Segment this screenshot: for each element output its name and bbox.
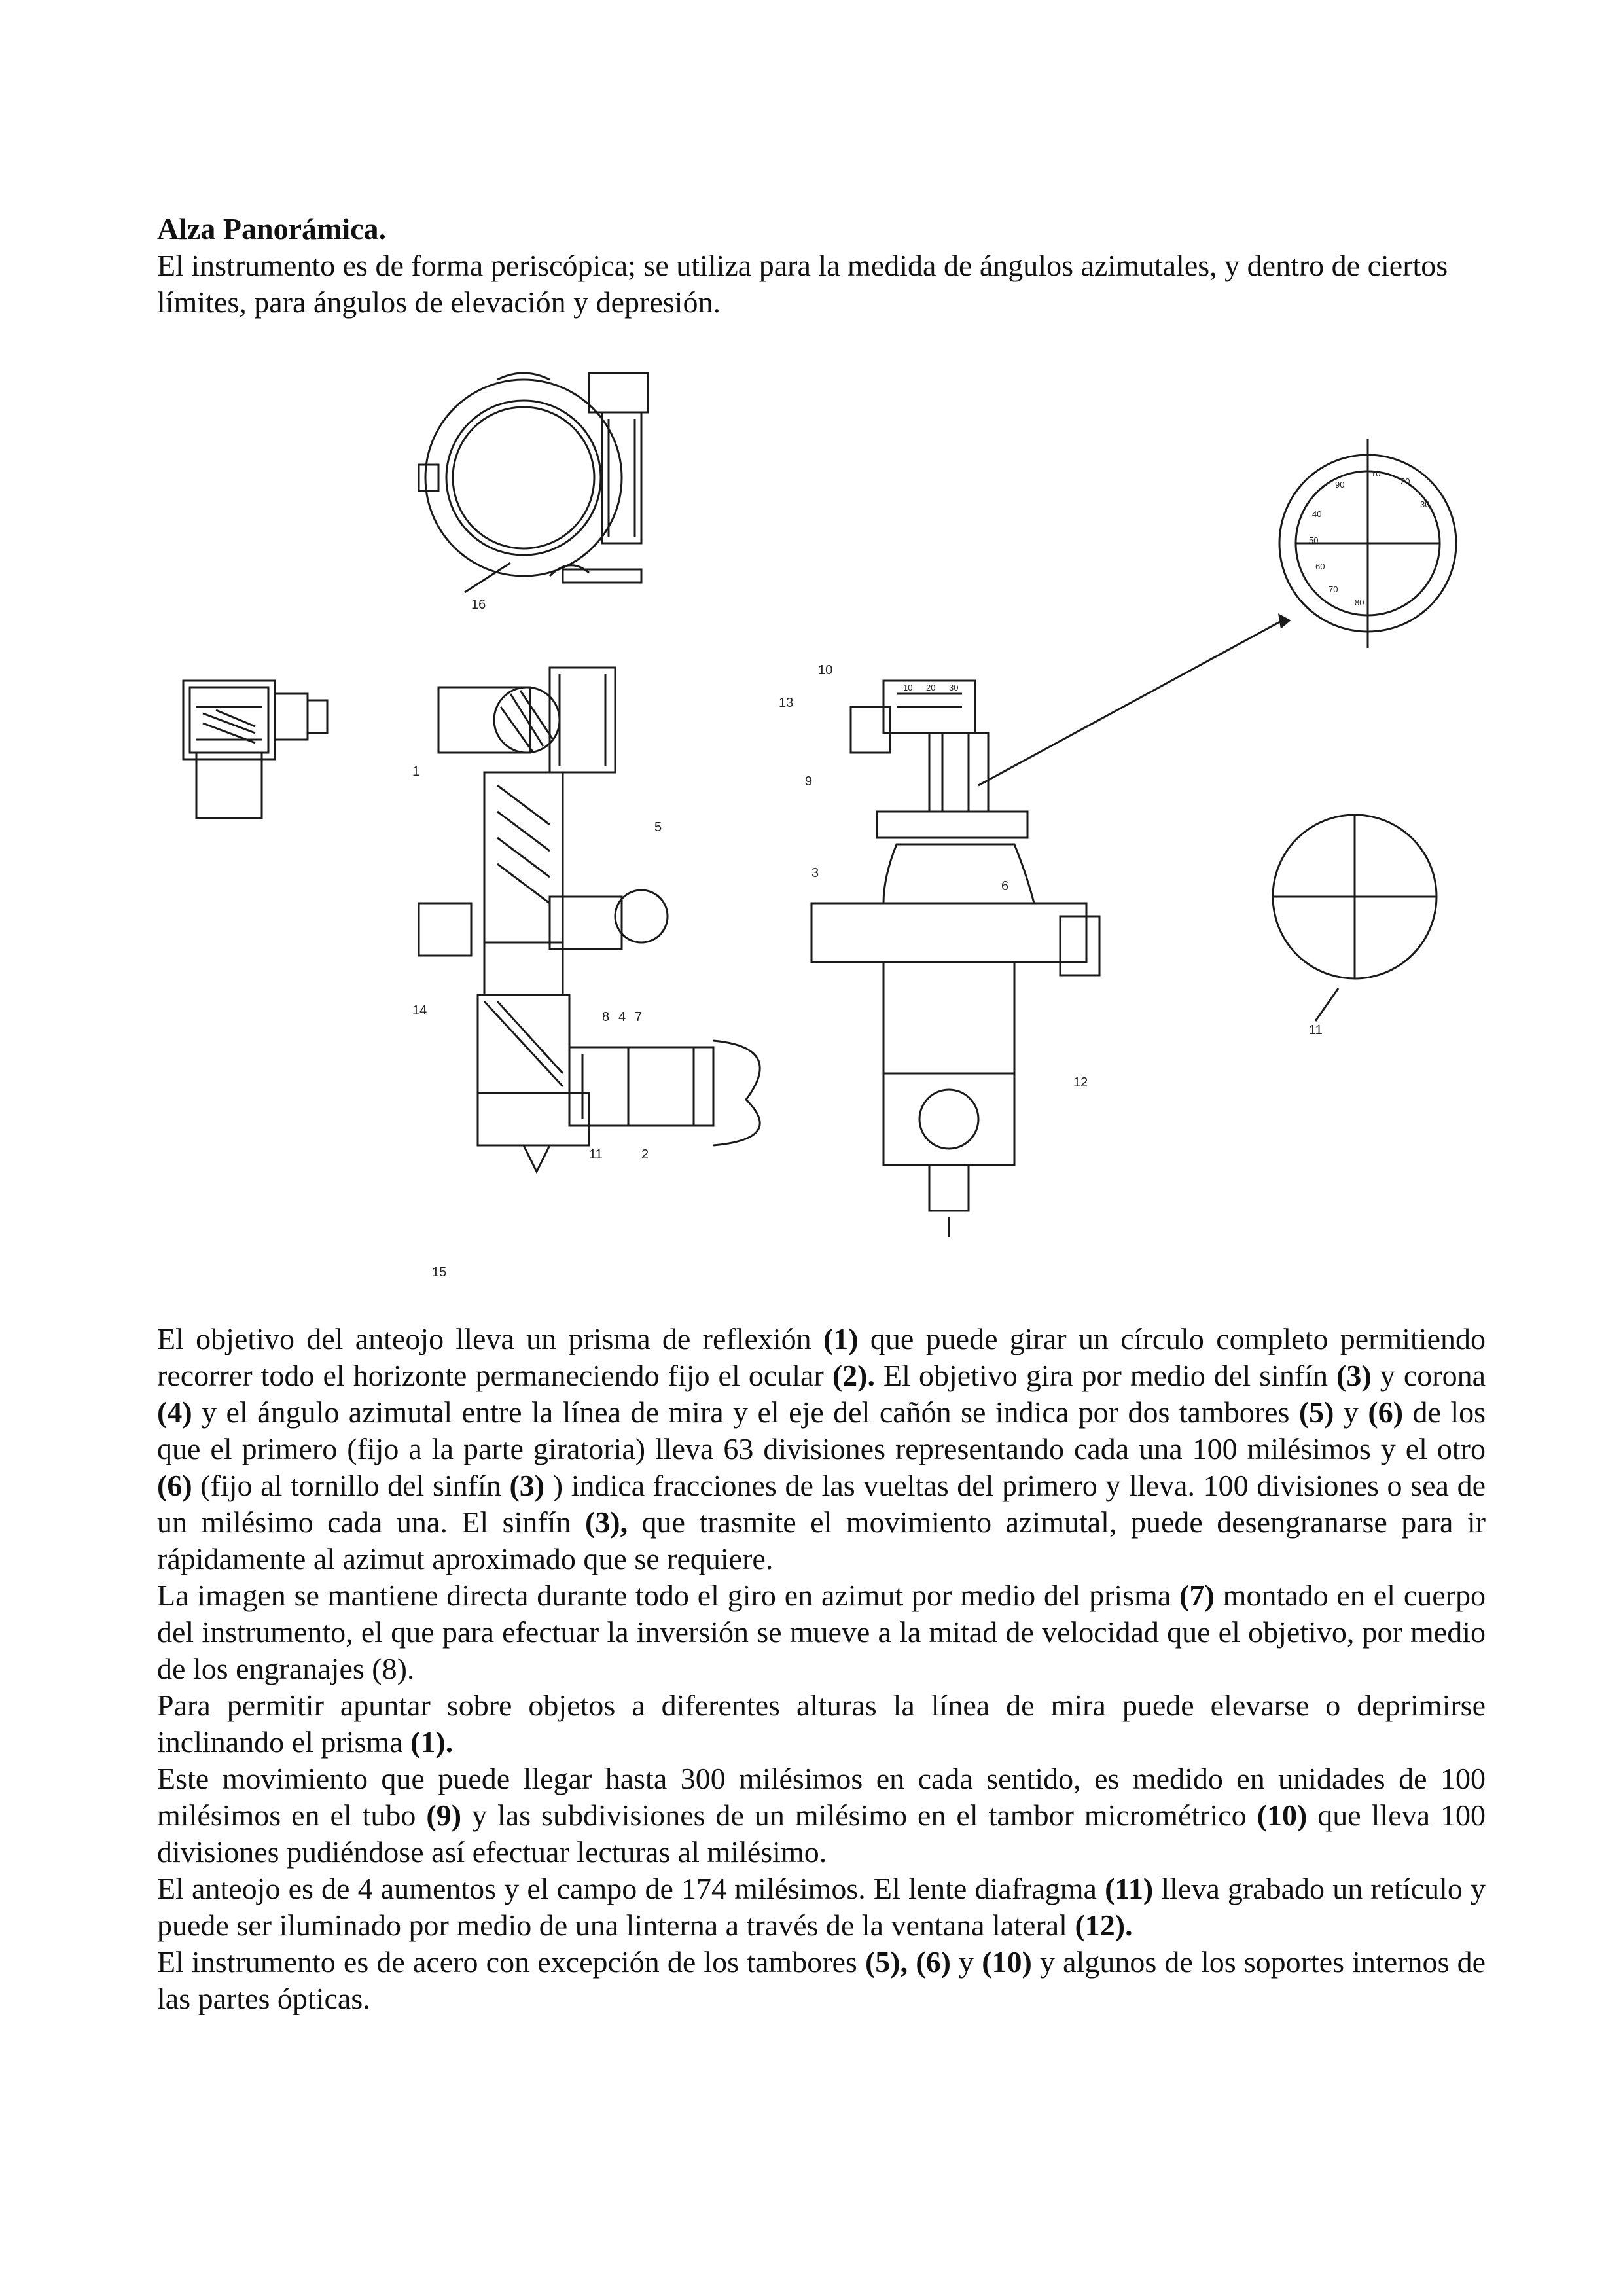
reference-number: (10) <box>982 1945 1032 1979</box>
dial-number: 20 <box>1400 476 1410 486</box>
callout-13: 13 <box>779 696 794 710</box>
body-paragraph <box>157 1944 1486 2017</box>
reference-number: (5), (6) <box>865 1945 951 1979</box>
reference-number: (7) <box>1179 1579 1215 1612</box>
dial-number: 10 <box>1371 469 1381 478</box>
intro-paragraph: El instrumento es de forma periscópica; se utiliza para la medida de ángulos azimutales, y dentro de ciertos límites, para ángulos de elevación y depresión. <box>157 249 1448 319</box>
external-view-drawing <box>812 681 1099 1237</box>
text-run: y corona <box>1371 1359 1486 1392</box>
dial-number: 80 <box>1355 598 1364 607</box>
text-run: de los que el primero (fijo a la parte giratoria) lleva 63 divisiones representando cada una 100 milésimos y el otro <box>157 1395 1486 1465</box>
callout-11: 11 <box>589 1147 603 1162</box>
reference-number: (1). <box>410 1725 454 1759</box>
callout-5: 5 <box>654 820 662 834</box>
reference-number: (5) <box>1298 1395 1334 1429</box>
body-paragraph <box>157 1761 1486 1871</box>
callout-3-right: 3 <box>812 866 819 880</box>
callout-15: 15 <box>432 1265 447 1280</box>
text-run: El objetivo gira por medio del sinfín <box>874 1359 1337 1392</box>
side-view-small-drawing <box>183 681 327 818</box>
technical-figure <box>157 367 1486 1296</box>
reference-number: (9) <box>426 1799 462 1832</box>
dial-number: 40 <box>1312 509 1322 519</box>
dial-number: 70 <box>1329 584 1338 594</box>
text-run: y <box>1334 1395 1368 1429</box>
text-run: montado en el cuerpo del instrumento, el que para efectuar la inversión se mueve a la mitad de velocidad que el objetivo, por medio de los engranajes (8). <box>157 1579 1486 1685</box>
section-view-drawing <box>419 668 760 1172</box>
text-run: y algunos de los soportes internos de las partes ópticas. <box>157 1945 1486 2015</box>
callout-12: 12 <box>1073 1075 1088 1090</box>
text-run: (fijo al tornillo del sinfín <box>192 1469 510 1502</box>
text-run: El objetivo del anteojo lleva un prisma de reflexión <box>157 1322 823 1355</box>
panoramic-sight-drawing <box>157 367 1486 1296</box>
callout-1: 1 <box>412 764 420 779</box>
body-paragraph <box>157 1687 1486 1761</box>
top-view-drawing <box>419 373 648 592</box>
callout-7: 7 <box>635 1010 643 1024</box>
callout-8: 8 <box>602 1010 610 1024</box>
azimuth-dial-drawing <box>978 439 1456 785</box>
reference-number: (6) <box>157 1469 192 1502</box>
scale-number: 20 <box>926 683 936 692</box>
document-title: Alza Panorámica. <box>157 212 387 245</box>
dial-numbers <box>1309 469 1429 607</box>
text-run: que lleva 100 divisiones pudiéndose así efectuar lecturas al milésimo. <box>157 1799 1486 1869</box>
text-run: y <box>950 1945 982 1979</box>
callout-9: 9 <box>805 774 813 789</box>
reference-number: (3) <box>509 1469 545 1502</box>
header-block <box>157 211 1486 321</box>
reference-number: (4) <box>157 1395 192 1429</box>
callout-16: 16 <box>471 598 486 612</box>
reference-number: (10) <box>1257 1799 1308 1832</box>
reference-number: (6) <box>1368 1395 1404 1429</box>
text-run: que puede girar un círculo completo permitiendo recorrer todo el horizonte permaneciendo fijo el ocular <box>157 1322 1486 1392</box>
scale-numbers <box>903 683 958 692</box>
reference-number: (12). <box>1075 1909 1133 1942</box>
reference-number: (1) <box>823 1322 859 1355</box>
text-run: La imagen se mantiene directa durante todo el giro en azimut por medio del prisma <box>157 1579 1180 1612</box>
text-run: y las subdivisiones de un milésimo en el tambor micrométrico <box>461 1799 1257 1832</box>
callout-14: 14 <box>412 1003 427 1018</box>
dial-number: 90 <box>1335 480 1345 490</box>
callout-4: 4 <box>618 1010 626 1024</box>
text-run: ) indica fracciones de las vueltas del primero y lleva. 100 divisiones o sea de un milésimo cada una. El sinfín <box>157 1469 1486 1539</box>
reference-number: (2). <box>832 1359 875 1392</box>
text-run: lleva grabado un retículo y puede ser iluminado por medio de una linterna a través de la ventana lateral <box>157 1872 1486 1942</box>
callout-2: 2 <box>641 1147 649 1162</box>
scale-number: 10 <box>903 683 913 692</box>
body-paragraph <box>157 1321 1486 1577</box>
text-run: que trasmite el movimiento azimutal, puede desengranarse para ir rápidamente al azimut aproximado que se requiere. <box>157 1505 1486 1575</box>
body-text <box>157 1321 1486 2017</box>
body-paragraph <box>157 1577 1486 1687</box>
dial-number: 30 <box>1420 499 1430 509</box>
dial-number: 60 <box>1315 562 1325 571</box>
text-run: Este movimiento que puede llegar hasta 300 milésimos en cada sentido, es medido en unidades de 100 milésimos en el tubo <box>157 1762 1486 1832</box>
reticle-drawing <box>1273 815 1436 1021</box>
text-run: El anteojo es de 4 aumentos y el campo de 174 milésimos. El lente diafragma <box>157 1872 1105 1905</box>
callout-6: 6 <box>1001 879 1009 893</box>
body-paragraph <box>157 1871 1486 1944</box>
text-run: y el ángulo azimutal entre la línea de mira y el eje del cañón se indica por dos tambores <box>192 1395 1299 1429</box>
reference-number: (3) <box>1336 1359 1372 1392</box>
reference-number: (3), <box>584 1505 628 1539</box>
callout-11-reticle: 11 <box>1309 1023 1323 1037</box>
text-run: El instrumento es de acero con excepción de los tambores <box>157 1945 865 1979</box>
reference-number: (11) <box>1105 1872 1154 1905</box>
scale-number: 30 <box>949 683 959 692</box>
text-run: Para permitir apuntar sobre objetos a diferentes alturas la línea de mira puede elevarse o deprimirse inclinando el prisma <box>157 1689 1486 1759</box>
dial-number: 50 <box>1309 535 1319 545</box>
callout-10: 10 <box>818 663 833 677</box>
